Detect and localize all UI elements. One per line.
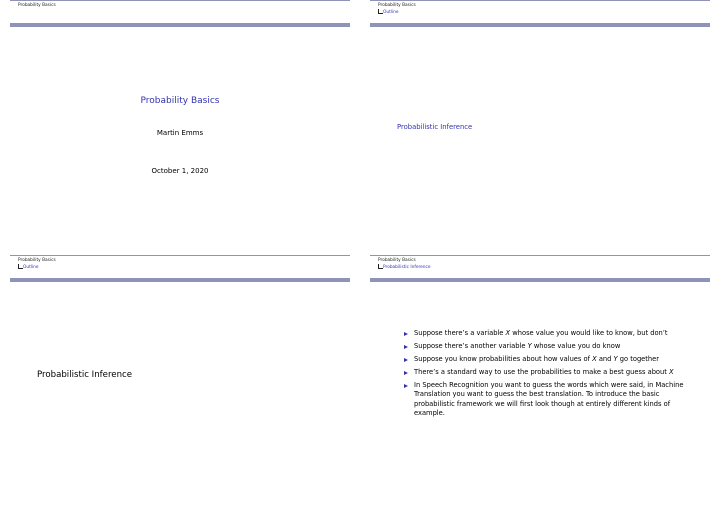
header-subsection-label: Outline xyxy=(383,10,399,15)
header-title[interactable]: Probability Basics xyxy=(18,258,56,263)
bullet-triangle-icon xyxy=(404,384,408,388)
presentation-title: Probability Basics xyxy=(140,96,220,106)
header-bar xyxy=(370,23,710,27)
tree-elbow-icon xyxy=(378,264,383,269)
bullet-triangle-icon xyxy=(404,345,408,349)
header-subsection[interactable] xyxy=(18,265,39,270)
presentation-author: Martin Emms xyxy=(156,129,204,137)
slide-section xyxy=(0,255,360,509)
outline-section-link[interactable]: Probabilistic Inference xyxy=(397,123,473,131)
header-rule xyxy=(370,255,710,256)
list-item: Suppose there’s a variable X whose value you would like to know, but don’t xyxy=(404,329,694,338)
presentation-date: October 1, 2020 xyxy=(151,167,209,175)
slide-header xyxy=(10,255,350,285)
tree-elbow-icon xyxy=(378,9,383,14)
header-subsection[interactable] xyxy=(378,10,399,15)
bullet-list xyxy=(404,329,694,422)
list-item: Suppose there’s another variable Y whose value you do know xyxy=(404,342,694,351)
bullet-triangle-icon xyxy=(404,358,408,362)
list-item: There’s a standard way to use the probabilities to make a best guess about X xyxy=(404,368,694,377)
list-item: In Speech Recognition you want to guess the words which were said, in Machine Translation you want to guess the best translation. To introduce the basic probabilistic framework we will first look though at entirely different kinds of example. xyxy=(404,381,694,419)
header-subsection-label: Outline xyxy=(23,265,39,270)
slide-content xyxy=(360,255,720,509)
slide-header xyxy=(370,255,710,285)
list-item: Suppose you know probabilities about how values of X and Y go together xyxy=(404,355,694,364)
header-bar xyxy=(370,278,710,282)
header-title[interactable]: Probability Basics xyxy=(378,258,416,263)
header-title[interactable]: Probability Basics xyxy=(378,3,416,8)
header-rule xyxy=(10,255,350,256)
slide-header xyxy=(10,0,350,30)
slide-title xyxy=(0,0,360,254)
section-heading: Probabilistic Inference xyxy=(37,370,133,380)
slide-outline xyxy=(360,0,720,254)
header-rule xyxy=(370,0,710,1)
header-bar xyxy=(10,23,350,27)
header-subsection-label: Probabilistic Inference xyxy=(383,265,431,270)
tree-elbow-icon xyxy=(18,264,23,269)
bullet-triangle-icon xyxy=(404,371,408,375)
header-bar xyxy=(10,278,350,282)
header-title[interactable]: Probability Basics xyxy=(18,3,56,8)
bullet-triangle-icon xyxy=(404,332,408,336)
slide-header xyxy=(370,0,710,30)
header-rule xyxy=(10,0,350,1)
header-subsection[interactable] xyxy=(378,265,431,270)
